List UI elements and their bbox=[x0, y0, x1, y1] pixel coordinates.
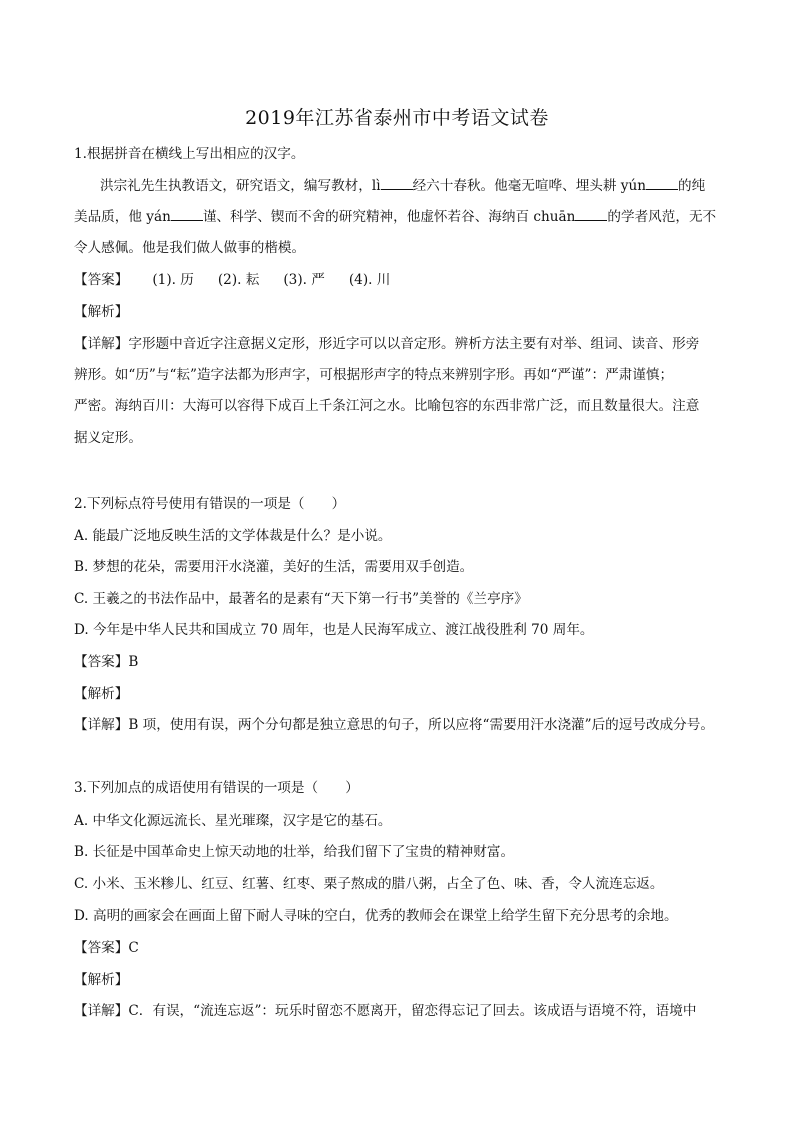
q1-stem: 1.根据拼音在横线上写出相应的汉字。 bbox=[74, 146, 305, 162]
q2-option-a: A. 能最广泛地反映生活的文学体裁是什么？是小说。 bbox=[74, 528, 392, 544]
q1-detail-line: 严密。海纳百川：大海可以容得下成百上千条江河之水。比喻包容的东西非常广泛，而且数量很大。注意 bbox=[74, 398, 700, 414]
fill-blank-4 bbox=[575, 208, 607, 221]
q3-answer: 【答案】C bbox=[74, 940, 139, 956]
q1-detail-line: 据义定形。 bbox=[74, 430, 142, 446]
fill-blank-2 bbox=[646, 177, 678, 190]
q1-detail-line: 辨形。如“历”与“耘”造字法都为形声字，可根据形声字的特点来辨别字形。再如“严谨”：严肃谨慎； bbox=[74, 367, 674, 383]
q3-detail: 【详解】C．有误，“流连忘返”：玩乐时留恋不愿离开，留恋得忘记了回去。该成语与语境不符，语境中 bbox=[74, 1003, 697, 1019]
q3-option-d: D. 高明的画家会在画面上留下耐人寻味的空白，优秀的教师会在课堂上给学生留下充分思考的余地。 bbox=[74, 908, 678, 924]
q1-passage-line-2 bbox=[74, 207, 724, 227]
page-title: 2019年江苏省泰州市中考语文试卷 bbox=[245, 107, 549, 129]
answer-item: (4). 川 bbox=[348, 272, 391, 288]
q1-passage-line-1 bbox=[100, 176, 724, 196]
q1-answer bbox=[74, 270, 724, 290]
answer-item: (1). 历 bbox=[152, 272, 194, 288]
q2-detail: 【详解】B 项，使用有误，两个分句都是独立意思的句子，所以应将“需要用汗水浇灌”后的逗号改成分号。 bbox=[74, 717, 714, 733]
q1-passage-line-3: 令人感佩。他是我们做人做事的楷模。 bbox=[74, 240, 306, 256]
answer-item: (3). 严 bbox=[283, 272, 325, 288]
answer-item: (2). 耘 bbox=[217, 272, 260, 288]
q1-detail-line: 【详解】字形题中音近字注意据义定形，形近字可以以音定形。辨析方法主要有对举、组词、读音、形旁 bbox=[74, 336, 700, 352]
q2-answer: 【答案】B bbox=[74, 654, 139, 670]
q2-option-c: C. 王羲之的书法作品中，最著名的是素有“天下第一行书”美誉的《兰亭序》 bbox=[74, 591, 528, 607]
fill-blank-1 bbox=[381, 177, 413, 190]
q3-option-c: C. 小米、玉米糁儿、红豆、红薯、红枣、栗子熬成的腊八粥，占全了色、味、香，令人流连忘返。 bbox=[74, 876, 664, 892]
q1-passage-text: 谨、科学、锲而不舍的研究精神，他虚怀若谷、海纳百 chuān bbox=[202, 209, 576, 225]
q1-analysis-label: 【解析】 bbox=[74, 304, 129, 320]
q3-option-b: B. 长征是中国革命史上惊天动地的壮举，给我们留下了宝贵的精神财富。 bbox=[74, 844, 515, 860]
q3-analysis-label: 【解析】 bbox=[74, 972, 129, 988]
q3-option-a: A. 中华文化源远流长、星光璀璨，汉字是它的基石。 bbox=[74, 813, 392, 829]
q1-passage-text: 的纯 bbox=[678, 178, 706, 194]
answer-label: 【答案】 bbox=[74, 272, 129, 288]
q2-option-b: B. 梦想的花朵，需要用汗水浇灌，美好的生活，需要用双手创造。 bbox=[74, 559, 474, 575]
q2-analysis-label: 【解析】 bbox=[74, 686, 129, 702]
q3-stem: 3.下列加点的成语使用有错误的一项是（ ） bbox=[74, 780, 359, 796]
q2-stem: 2.下列标点符号使用有错误的一项是（ ） bbox=[74, 496, 346, 512]
q1-passage-text: 的学者风范，无不 bbox=[607, 209, 717, 225]
q2-option-d: D. 今年是中华人民共和国成立 70 周年，也是人民海军成立、渡江战役胜利 70 周年。 bbox=[74, 622, 594, 638]
fill-blank-3 bbox=[171, 208, 203, 221]
q1-passage-text: 洪宗礼先生执教语文，研究语文，编写教材，lì bbox=[100, 178, 381, 194]
q1-passage-text: 经六十春秋。他毫无喧哗、埋头耕 yún bbox=[412, 178, 646, 194]
q1-passage-text: 美品质，他 yán bbox=[74, 209, 171, 225]
